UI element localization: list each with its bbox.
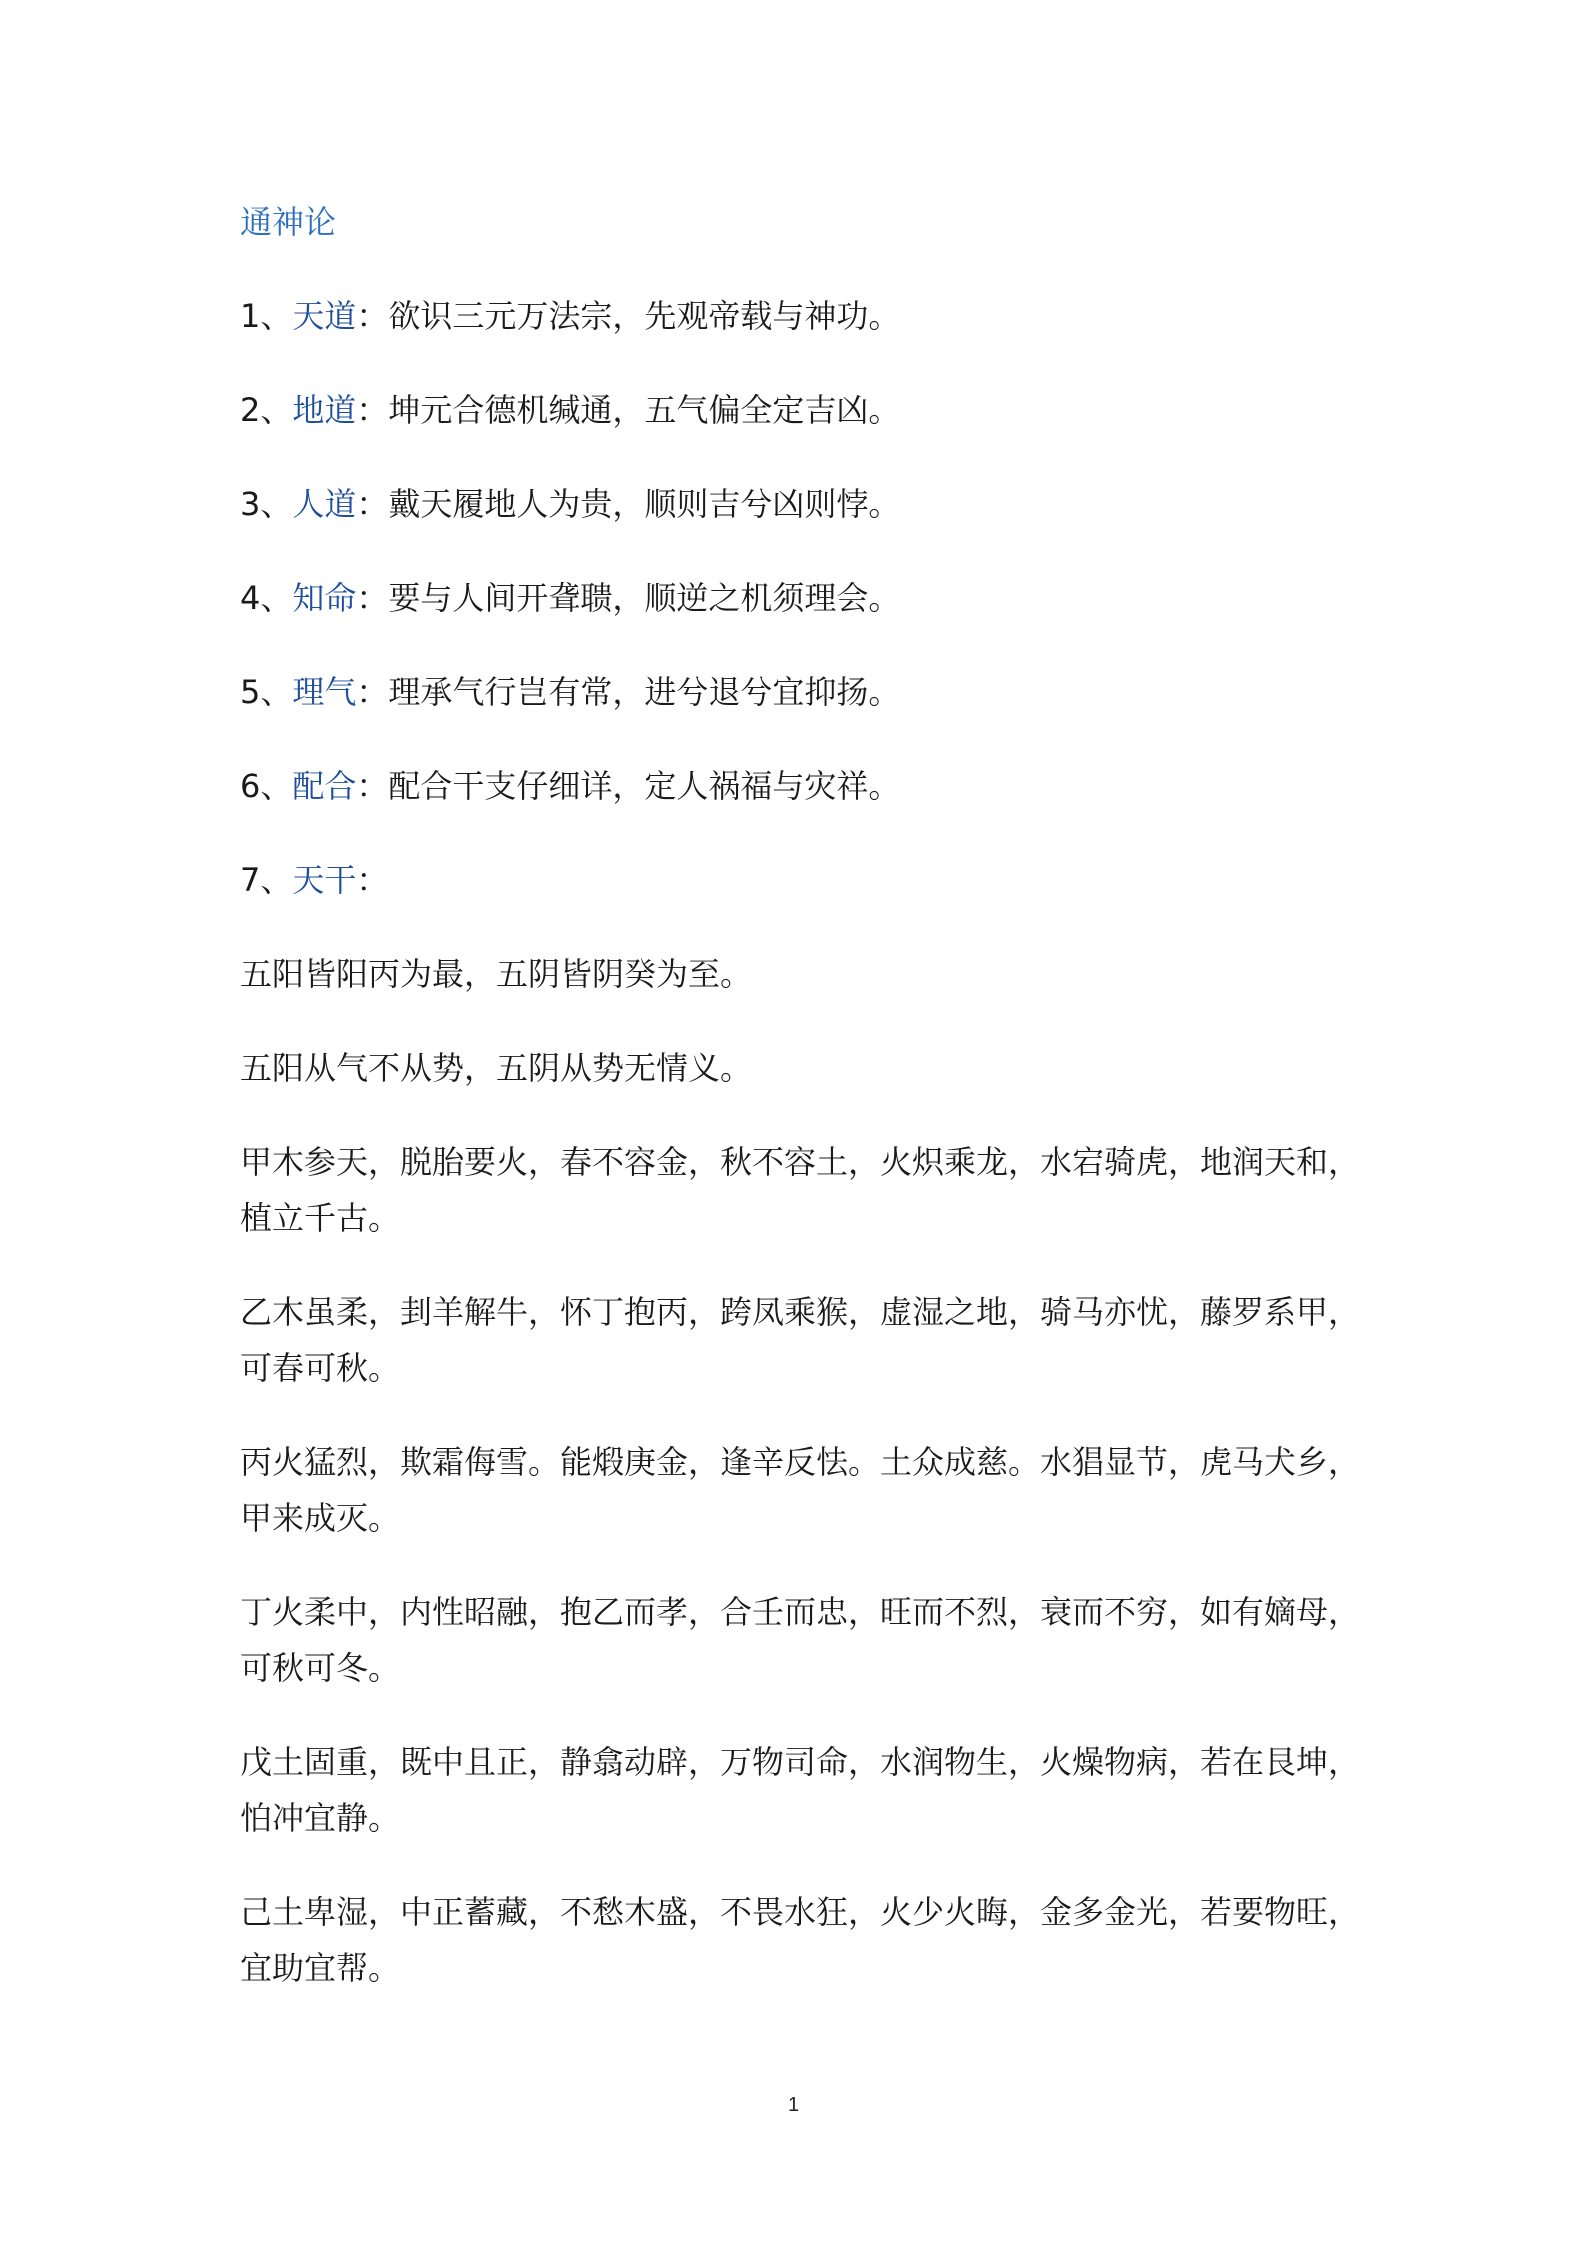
section-text: ：欲识三元万法宗，先观帝载与神功。	[356, 297, 901, 335]
section-text: ：理承气行岂有常，进兮退兮宜抑扬。	[356, 673, 901, 711]
section-term: 地道	[292, 391, 357, 429]
body-paragraph	[240, 1734, 1440, 1846]
section-term: 知命	[292, 579, 357, 617]
section-heading	[240, 476, 1440, 532]
document-body	[240, 194, 1440, 2034]
section-text: ：配合干支仔细详，定人祸福与灾祥。	[356, 767, 901, 805]
paragraph-line: 甲木参天，脱胎要火，春不容金，秋不容土，火炽乘龙，水宕骑虎，地润天和，	[240, 1143, 1361, 1181]
section-heading	[240, 664, 1440, 720]
section-term: 配合	[292, 767, 357, 805]
section-heading	[240, 852, 1440, 908]
paragraph-line: 怕冲宜静。	[240, 1799, 401, 1837]
document-title: 通神论	[240, 203, 337, 241]
section-number: 7、	[240, 861, 293, 899]
body-paragraph	[240, 1134, 1440, 1246]
section-text: ：坤元合德机缄通，五气偏全定吉凶。	[356, 391, 901, 429]
section-number: 5、	[240, 673, 293, 711]
paragraph-line: 五阳从气不从势，五阴从势无情义。	[240, 1049, 753, 1087]
body-paragraph	[240, 1584, 1440, 1696]
body-paragraph	[240, 1040, 1440, 1096]
body-paragraph	[240, 1884, 1440, 1996]
body-paragraph	[240, 1284, 1440, 1396]
section-heading	[240, 382, 1440, 438]
paragraph-line: 宜助宜帮。	[240, 1949, 401, 1987]
paragraph-line: 戊土固重，既中且正，静翕动辟，万物司命，水润物生，火燥物病，若在艮坤，	[240, 1743, 1361, 1781]
section-term: 理气	[292, 673, 357, 711]
section-term: 人道	[292, 485, 357, 523]
section-number: 3、	[240, 485, 293, 523]
section-text: ：要与人间开聋聩，顺逆之机须理会。	[356, 579, 901, 617]
section-number: 1、	[240, 297, 293, 335]
section-heading	[240, 570, 1440, 626]
section-term: 天道	[292, 297, 357, 335]
paragraph-line: 植立千古。	[240, 1199, 401, 1237]
section-number: 4、	[240, 579, 293, 617]
section-term: 天干	[292, 861, 357, 899]
section-text: ：戴天履地人为贵，顺则吉兮凶则悖。	[356, 485, 901, 523]
paragraph-line: 乙木虽柔，刲羊解牛，怀丁抱丙，跨凤乘猴，虚湿之地，骑马亦忧，藤罗系甲，	[240, 1293, 1361, 1331]
section-heading	[240, 288, 1440, 344]
section-number: 2、	[240, 391, 293, 429]
paragraph-line: 己土卑湿，中正蓄藏，不愁木盛，不畏水狂，火少火晦，金多金光，若要物旺，	[240, 1893, 1361, 1931]
paragraph-line: 五阳皆阳丙为最，五阴皆阴癸为至。	[240, 955, 753, 993]
page-number: 1	[787, 2094, 800, 2116]
section-heading	[240, 758, 1440, 814]
paragraph-line: 丁火柔中，内性昭融，抱乙而孝，合壬而忠，旺而不烈，衰而不穷，如有嫡母，	[240, 1593, 1361, 1631]
section-number: 6、	[240, 767, 293, 805]
paragraph-line: 可秋可冬。	[240, 1649, 401, 1687]
paragraph-line: 甲来成灭。	[240, 1499, 401, 1537]
paragraph-line: 丙火猛烈，欺霜侮雪。能煅庚金，逢辛反怯。土众成慈。水猖显节，虎马犬乡，	[240, 1443, 1361, 1481]
body-paragraph	[240, 946, 1440, 1002]
body-paragraph	[240, 1434, 1440, 1546]
section-text: ：	[356, 861, 389, 899]
paragraph-line: 可春可秋。	[240, 1349, 401, 1387]
